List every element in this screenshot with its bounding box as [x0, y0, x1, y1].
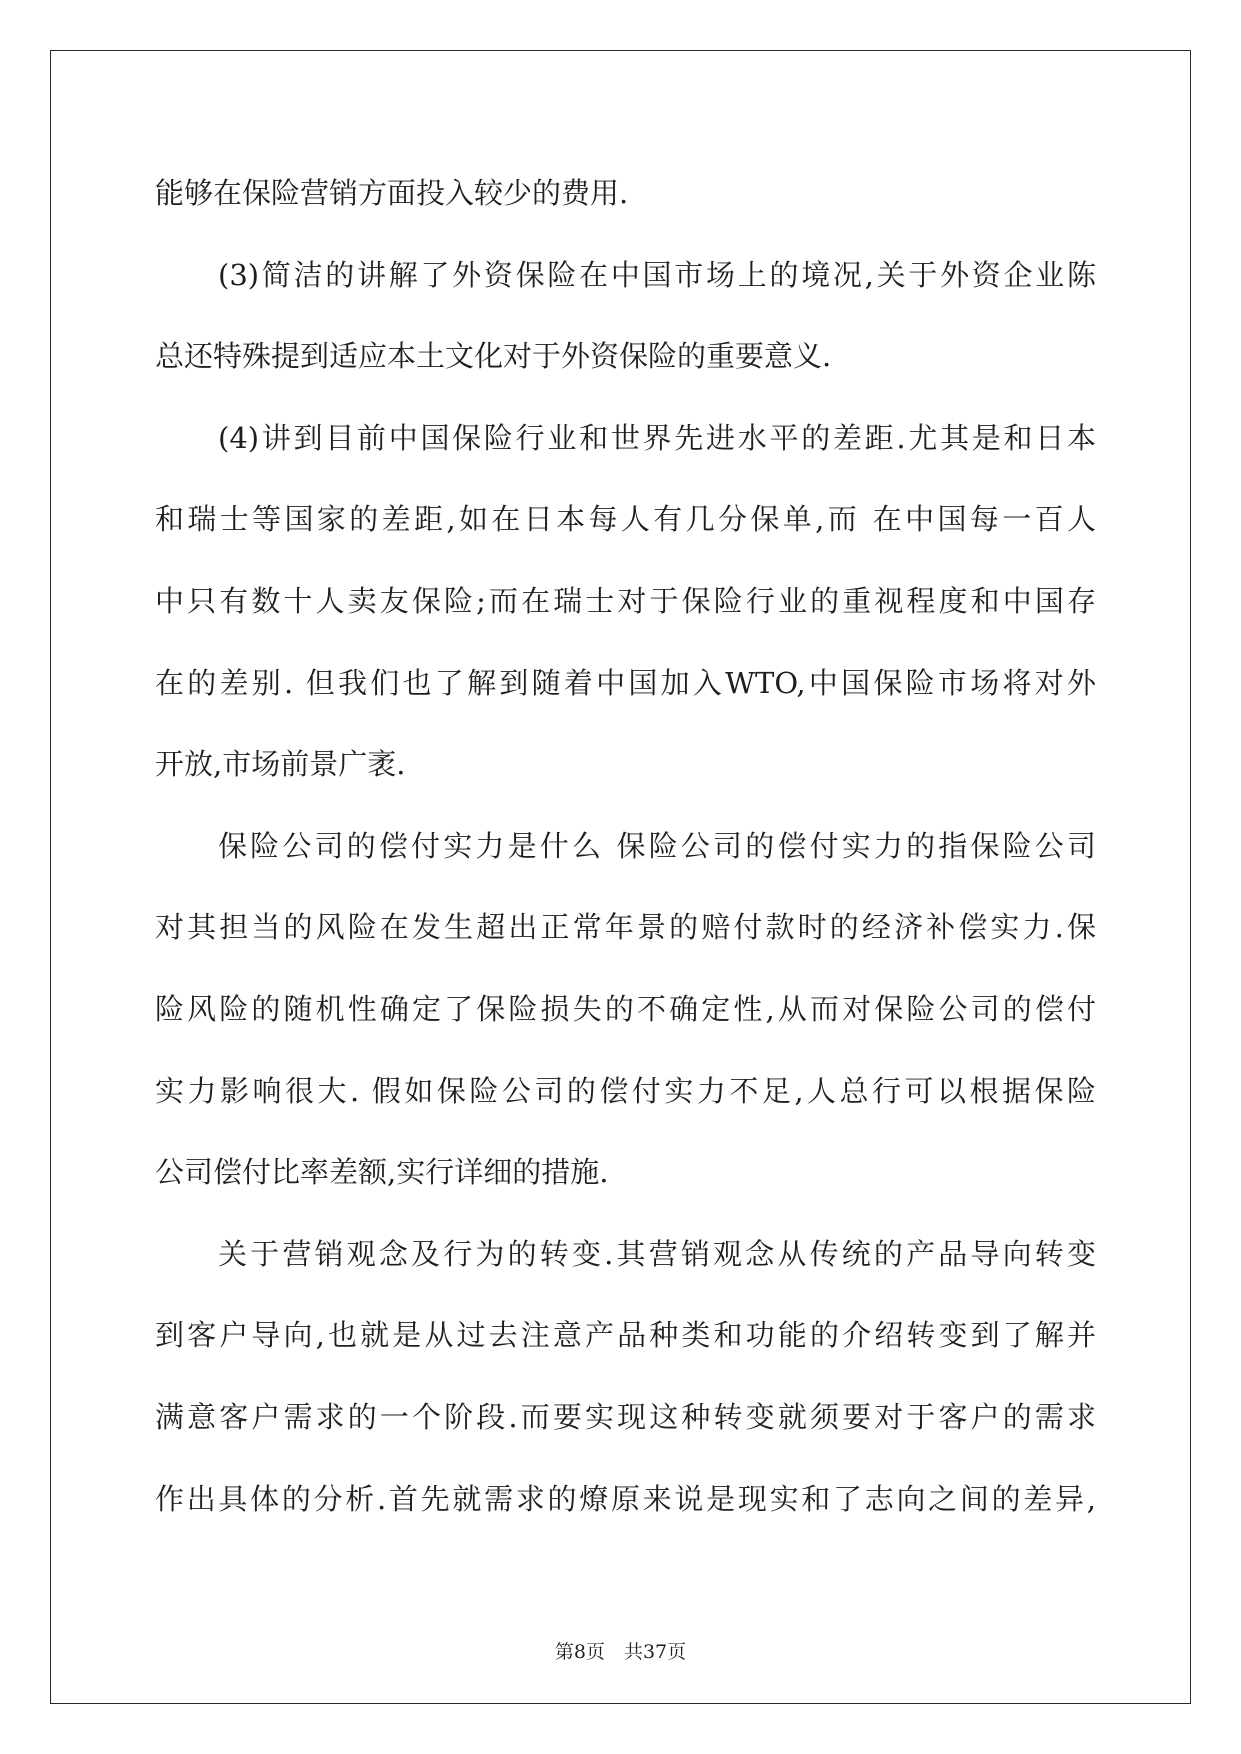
text-line: 关于营销观念及行为的转变.其营销观念从传统的产品导向转变	[218, 1236, 1096, 1271]
text-line: 作出具体的分析.首先就需求的燎原来说是现实和了志向之间的差异,	[155, 1481, 1096, 1516]
text-line: 保险公司的偿付实力是什么 保险公司的偿付实力的指保险公司	[218, 828, 1096, 863]
text-line: 险风险的随机性确定了保险损失的不确定性,从而对保险公司的偿付	[155, 991, 1096, 1026]
text-line: 总还特殊提到适应本土文化对于外资保险的重要意义.	[155, 339, 832, 374]
text-line: 对其担当的风险在发生超出正常年景的赔付款时的经济补偿实力.保	[155, 910, 1096, 945]
paragraph	[155, 398, 1096, 806]
text-line: 在的差别. 但我们也了解到随着中国加入WTO,中国保险市场将对外	[155, 665, 1096, 700]
text-line: (4)讲到目前中国保险行业和世界先进水平的差距.尤其是和日本	[218, 420, 1096, 455]
paragraph	[155, 1214, 1096, 1540]
text-line: (3)简洁的讲解了外资保险在中国市场上的境况,关于外资企业陈	[218, 257, 1096, 292]
text-line: 满意客户需求的一个阶段.而要实现这种转变就须要对于客户的需求	[155, 1399, 1096, 1434]
text-line: 到客户导向,也就是从过去注意产品种类和功能的介绍转变到了解并	[155, 1318, 1096, 1353]
text-line: 开放,市场前景广袤.	[155, 747, 406, 782]
text-line: 和瑞士等国家的差距,如在日本每人有几分保单,而 在中国每一百人	[155, 502, 1096, 537]
page-number-footer: 第8页 共37页	[554, 1641, 687, 1663]
paragraph	[155, 806, 1096, 1214]
text-line: 中只有数十人卖友保险;而在瑞士对于保险行业的重视程度和中国存	[155, 583, 1096, 618]
text-line: 公司偿付比率差额,实行详细的措施.	[155, 1155, 609, 1190]
document-body	[155, 153, 1096, 1540]
paragraph	[155, 235, 1096, 398]
text-line: 实力影响很大. 假如保险公司的偿付实力不足,人总行可以根据保险	[155, 1073, 1096, 1108]
text-line: 能够在保险营销方面投入较少的费用.	[155, 176, 629, 210]
paragraph	[155, 153, 1096, 235]
